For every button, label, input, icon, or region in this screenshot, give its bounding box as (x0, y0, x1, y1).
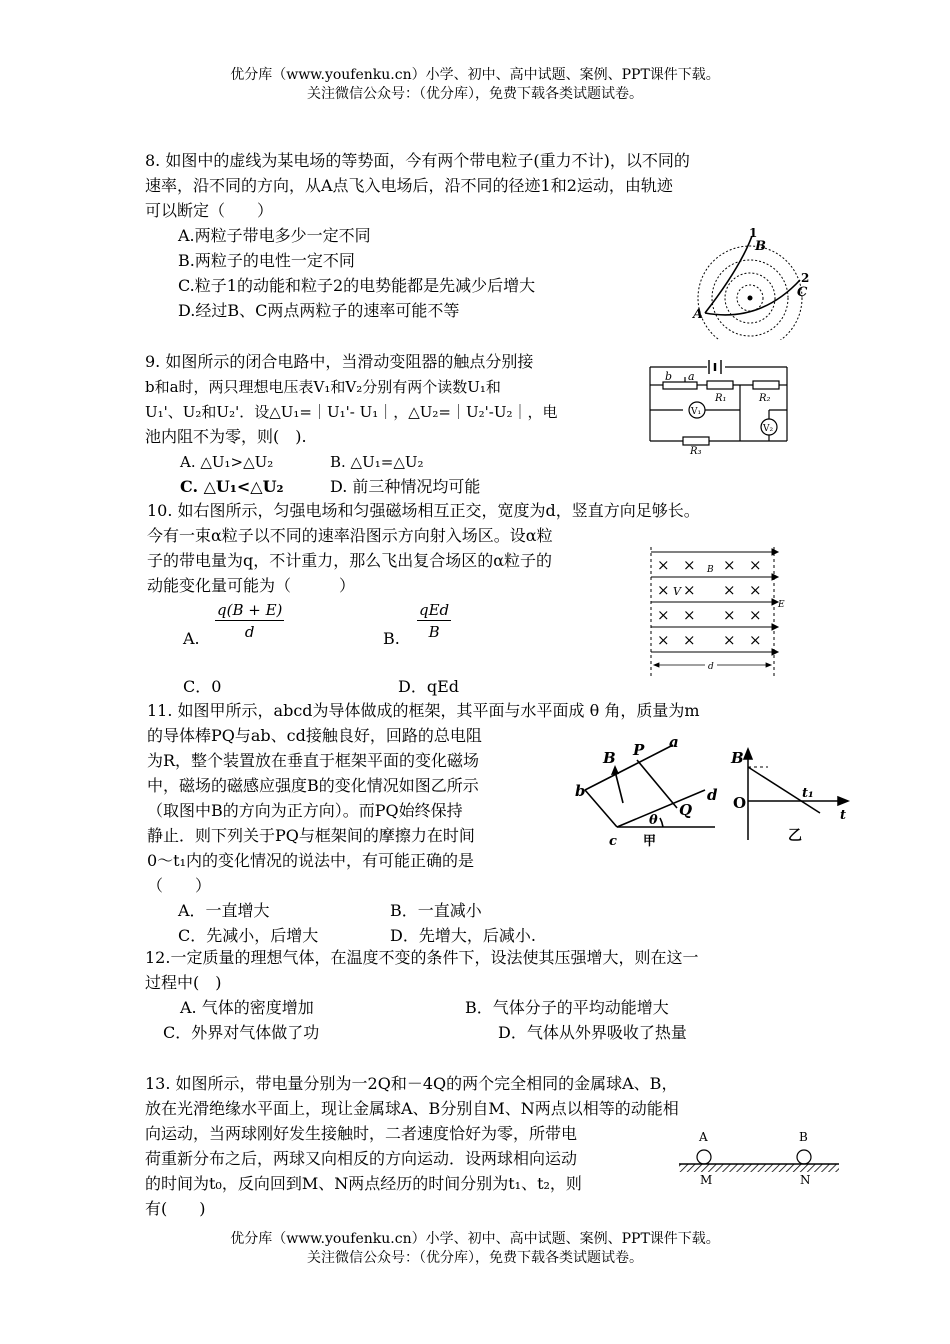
q10-fig-label-e: E (778, 600, 785, 610)
q11-stem-line-6: 静止．则下列关于PQ与框架间的摩擦力在时间 (147, 826, 475, 845)
q11-frame-figure (575, 735, 730, 850)
q9-fig-label-r2: R₂ (759, 393, 771, 404)
q13-stem-line-6: 有( ) (145, 1199, 206, 1218)
q8-stem-line-3: 可以断定（ ） (145, 201, 274, 220)
q10-fig-cross: × (723, 556, 736, 574)
q8-fig-label-1: 1 (749, 228, 758, 240)
q10-stem-line-2: 今有一束α粒子以不同的速率沿图示方向射入场区。设α粒 (147, 526, 553, 545)
q11-fig-label-p: P (633, 741, 645, 759)
q9-fig-label-v1: V₁ (691, 407, 702, 417)
q11-stem-line-4: 中，磁场的磁感应强度B的变化情况如图乙所示 (147, 776, 479, 795)
q11-graph-figure (728, 745, 853, 845)
q11-stem-line-3: 为R，整个装置放在垂直于框架平面的变化磁场 (147, 751, 480, 770)
q13-stem-line-1: 13. 如图所示，带电量分别为一2Q和－4Q的两个完全相同的金属球A、B， (145, 1074, 678, 1093)
q13-stem-line-3: 向运动，当两球刚好发生接触时，二者速度恰好为零，所带电 (145, 1124, 578, 1143)
q11-graph-label-b: B (731, 749, 744, 767)
q12-option-d: D．气体从外界吸收了热量 (498, 1023, 687, 1042)
q8-option-d: D.经过B、C两点两粒子的速率可能不等 (178, 301, 460, 320)
q10-fig-cross: × (683, 581, 696, 599)
q13-fig-label-n: N (800, 1173, 811, 1187)
q8-fig-label-c: C (797, 285, 808, 300)
q13-stem-line-5: 的时间为t₀，反向回到M、N两点经历的时间分别为t₁、t₂，则 (145, 1174, 582, 1193)
q13-spheres-figure (675, 1127, 845, 1189)
q12-stem-line-2: 过程中( ) (145, 973, 222, 992)
q8-equipotential-figure (690, 228, 815, 340)
q10-field-figure (645, 545, 790, 680)
q12-option-a: A. 气体的密度增加 (180, 998, 314, 1017)
q10-option-a-fraction (215, 600, 284, 643)
q11-option-b: B．一直减小 (390, 901, 482, 920)
q10-option-a-label: A. (183, 629, 200, 648)
q8-fig-label-a: A (693, 307, 704, 322)
q11-graph-label-t1: t₁ (802, 786, 814, 801)
q10-fig-cross: × (749, 631, 762, 649)
q13-stem-line-4: 荷重新分布之后，两球又向相反的方向运动．设两球相向运动 (145, 1149, 578, 1168)
q8-stem-line-2: 速率，沿不同的方向，从A点飞入电场后，沿不同的径迹1和2运动，由轨迹 (145, 176, 673, 195)
q10-fig-cross: × (657, 631, 670, 649)
q11-fig-label-theta: θ (649, 813, 658, 828)
q10-option-b-label: B. (383, 629, 400, 648)
q10-fig-cross: × (749, 581, 762, 599)
q10-fig-cross: × (723, 606, 736, 624)
q11-graph-label-o: O (733, 794, 747, 812)
q9-fig-label-a: a (688, 370, 695, 383)
q11-fig-label-a: a (669, 735, 679, 751)
q10-fig-cross: × (749, 556, 762, 574)
q10-fig-cross: × (657, 556, 670, 574)
q8-option-a: A.两粒子带电多少一定不同 (178, 226, 371, 245)
q10-stem-line-1: 10. 如右图所示，匀强电场和匀强磁场相互正交，宽度为d，竖直方向足够长。 (147, 501, 700, 520)
q10-stem-line-3: 子的带电量为q，不计重力，那么飞出复合场区的α粒子的 (147, 551, 553, 570)
q9-stem-line-4: 池内阻不为零，则( ). (145, 427, 307, 446)
q11-option-c: C．先减小，后增大 (178, 926, 319, 945)
q10-option-c: C．0 (183, 677, 222, 696)
q8-option-b: B.两粒子的电性一定不同 (178, 251, 355, 270)
q9-fig-label-r3: R₃ (690, 446, 702, 455)
q13-fig-label-b: B (799, 1130, 808, 1144)
q10-fig-cross: × (683, 631, 696, 649)
q8-option-c: C.粒子1的动能和粒子2的电势能都是先减少后增大 (178, 276, 536, 295)
q13-fig-label-a: A (699, 1130, 708, 1144)
q9-stem-line-2: b和a时，两只理想电压表V₁和V₂分别有两个读数U₁和 (145, 378, 501, 396)
q9-stem-line-1: 9. 如图所示的闭合电路中，当滑动变阻器的触点分别接 (145, 352, 534, 371)
q9-option-b: B. △U₁=△U₂ (330, 453, 424, 471)
q10-fig-cross: × (749, 606, 762, 624)
q10-option-a-denominator: d (244, 623, 255, 641)
q11-stem-line-5: （取图中B的方向为正方向）。而PQ始终保持 (147, 801, 463, 820)
q10-option-b-fraction (417, 600, 451, 643)
q11-option-a: A．一直增大 (178, 901, 270, 920)
q8-stem-line-1: 8. 如图中的虚线为某电场的等势面，今有两个带电粒子(重力不计)，以不同的 (145, 151, 690, 170)
q11-stem-line-7: 0～t₁内的变化情况的说法中，有可能正确的是 (147, 851, 475, 870)
q11-graph-label-yi: 乙 (788, 828, 802, 844)
q11-fig-label-jia: 甲 (643, 834, 657, 849)
q11-fig-label-q: Q (679, 801, 693, 819)
q10-stem-line-4: 动能变化量可能为（ ） (147, 576, 356, 595)
q10-fig-cross: × (657, 606, 670, 624)
q10-option-b-denominator: B (428, 623, 440, 641)
q13-fig-label-m: M (700, 1173, 713, 1187)
q10-fig-label-v: V (673, 585, 681, 598)
q10-fig-label-b: B (707, 565, 714, 575)
q11-fig-label-c: c (609, 834, 617, 849)
q9-option-d: D. 前三种情况均可能 (330, 477, 481, 496)
q8-fig-label-2: 2 (801, 271, 810, 285)
q10-fig-cross: × (683, 556, 696, 574)
q12-option-b: B．气体分子的平均动能增大 (465, 998, 669, 1017)
q10-fig-cross: × (657, 581, 670, 599)
q11-fig-label-b-vector: B (603, 749, 616, 767)
q11-fig-label-b: b (575, 782, 586, 800)
q11-stem-line-8: （ ） (147, 876, 212, 895)
q9-stem-line-3: U₁'、U₂和U₂'．设△U₁=｜U₁'- U₁｜，△U₂=｜U₂'-U₂｜，电 (145, 403, 558, 421)
q8-fig-label-b: B (755, 239, 766, 254)
q11-fig-label-d: d (707, 786, 718, 804)
q9-fig-label-v2: V₂ (763, 424, 774, 434)
q10-fig-label-d: d (708, 662, 714, 672)
q10-option-b-numerator: qEd (419, 601, 450, 619)
q9-option-a: A. △U₁>△U₂ (180, 453, 274, 471)
q9-fig-label-b: b (665, 370, 673, 383)
header-line-1: 优分库（www.youfenku.cn）小学、初中、高中试题、案例、PPT课件下载。 (230, 67, 720, 83)
q10-fig-cross: × (723, 631, 736, 649)
q11-option-d: D．先增大，后减小. (390, 926, 536, 945)
footer-line-2: 关注微信公众号：（优分库），免费下载各类试题试卷。 (307, 1250, 643, 1266)
q11-graph-label-t: t (840, 808, 847, 823)
q9-option-c: C. △U₁<△U₂ (180, 477, 284, 496)
q10-fig-cross: × (683, 606, 696, 624)
q10-fig-cross: × (723, 581, 736, 599)
q10-option-d: D．qEd (398, 677, 459, 696)
q12-stem-line-1: 12.一定质量的理想气体，在温度不变的条件下，设法使其压强增大，则在这一 (145, 948, 699, 967)
q12-option-c: C．外界对气体做了功 (163, 1023, 320, 1042)
header-line-2: 关注微信公众号：（优分库），免费下载各类试题试卷。 (307, 86, 643, 102)
q11-stem-line-2: 的导体棒PQ与ab、cd接触良好，回路的总电阻 (147, 726, 482, 745)
q13-stem-line-2: 放在光滑绝缘水平面上，现让金属球A、B分别自M、N两点以相等的动能相 (145, 1099, 679, 1118)
q11-stem-line-1: 11. 如图甲所示，abcd为导体做成的框架，其平面与水平面成 θ 角，质量为m (147, 701, 700, 720)
q10-option-a-numerator: q(B + E) (217, 601, 283, 619)
q9-circuit-figure (645, 355, 795, 455)
footer-line-1: 优分库（www.youfenku.cn）小学、初中、高中试题、案例、PPT课件下载。 (230, 1231, 720, 1247)
q9-fig-label-r1: R₁ (715, 393, 727, 404)
